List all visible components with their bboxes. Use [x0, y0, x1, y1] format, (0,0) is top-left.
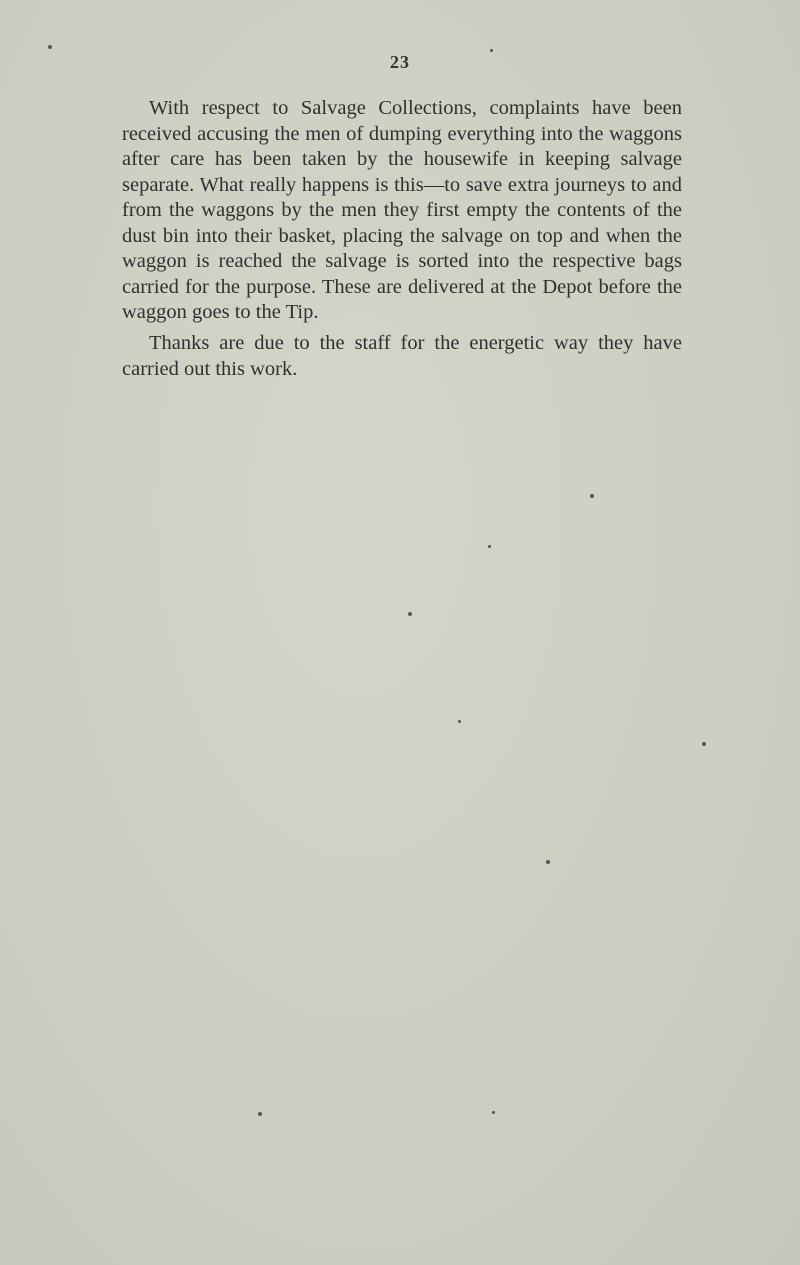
scan-speck [488, 545, 491, 548]
scan-speck [590, 494, 594, 498]
paragraph-salvage-collections: With respect to Salvage Collections, complaints have been received accusing the men of dumping everything into the waggons after care has been taken by the housewife in keeping salvage separate. What really happens is this—to save extra journeys to and from the waggons by the men they first empty the contents of the dust bin into their basket, placing the salvage on top and when the waggon is reached the salvage is sorted into the respective bags carried for the purpose. These are delivered at the Depot before the waggon goes to the Tip. [122, 97, 682, 323]
scan-speck [48, 45, 52, 49]
scan-speck [546, 860, 550, 864]
scan-speck [458, 720, 461, 723]
scan-speck [490, 49, 493, 52]
scan-speck [258, 1112, 262, 1116]
scan-speck [702, 742, 706, 746]
scan-speck [408, 612, 412, 616]
scan-speck [492, 1111, 495, 1114]
paragraph-thanks: Thanks are due to the staff for the energetic way they have carried out this work. [122, 332, 682, 380]
page-number: 23 [390, 52, 410, 72]
